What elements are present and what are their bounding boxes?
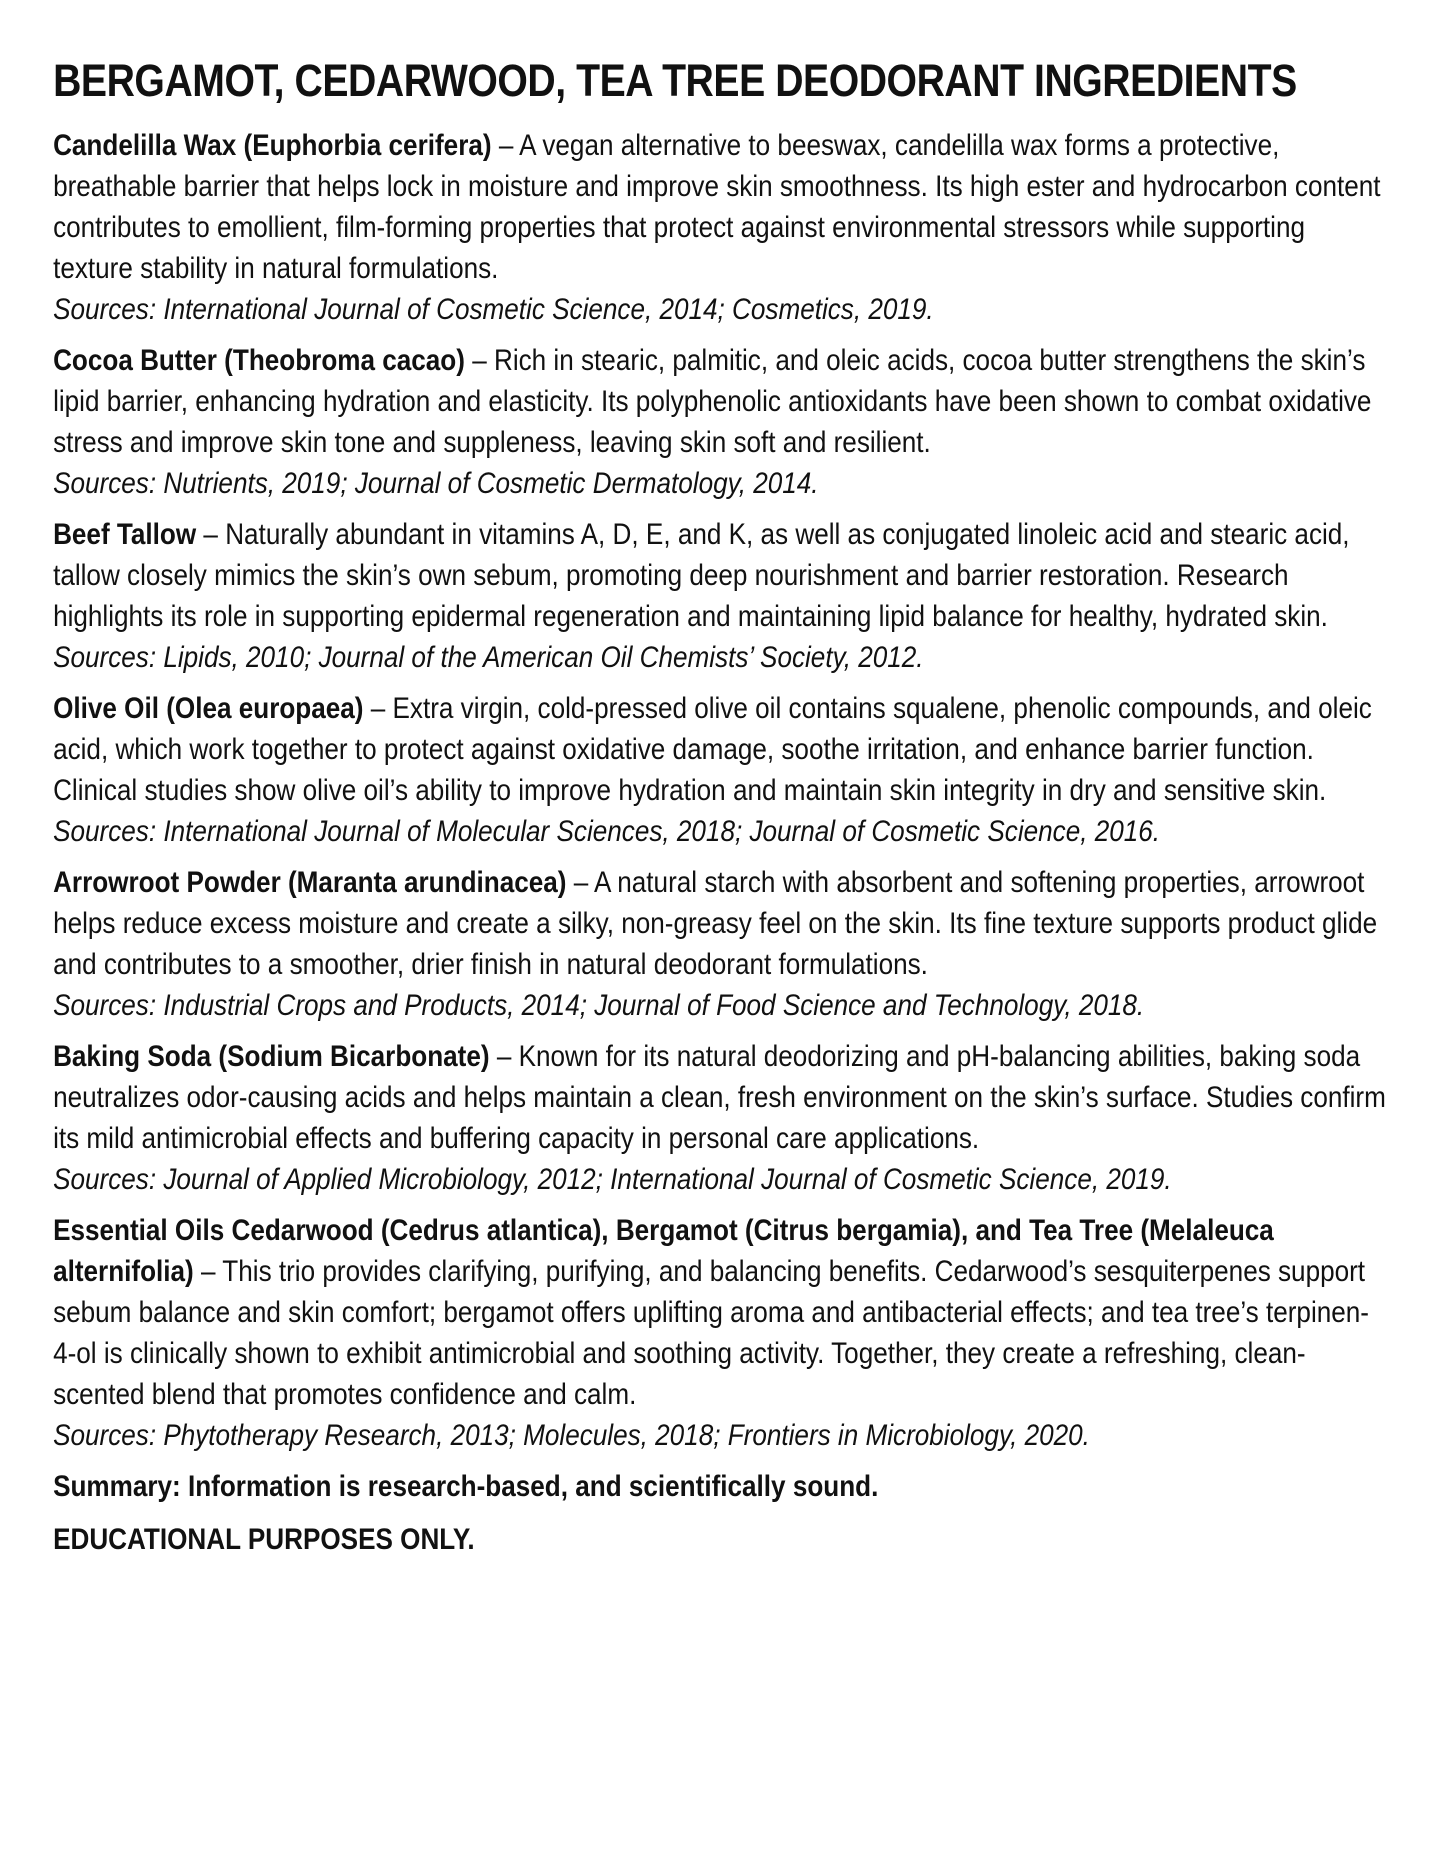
ingredient-description: – Rich in stearic, palmitic, and oleic acids, cocoa butter strengthens the skin’s lipid barrier, enhancing hydration and elasticity. Its polyphenolic antioxidants have been shown to combat oxidative stress and improve skin tone and suppleness, leaving skin soft and resilient. xyxy=(53,344,1372,459)
ingredient-name: Olive Oil (Olea europaea) xyxy=(53,692,364,725)
ingredient-description: – A natural starch with absorbent and softening properties, arrowroot helps reduce excess moisture and create a silky, non-greasy feel on the skin. Its fine texture supports product glide and contributes to a smoother, drier finish in natural deodorant formulations. xyxy=(53,866,1378,981)
ingredient-description: – A vegan alternative to beeswax, candelilla wax forms a protective, breathable barrier that helps lock in moisture and improve skin smoothness. Its high ester and hydrocarbon content contributes to emollient, film-forming properties that protect against environmental stressors while supporting texture stability in natural formulations. xyxy=(53,129,1381,285)
ingredient-name: Candelilla Wax (Euphorbia cerifera) xyxy=(53,129,492,162)
ingredient-name: Baking Soda (Sodium Bicarbonate) xyxy=(53,1040,490,1073)
ingredient-description: – Extra virgin, cold-pressed olive oil contains squalene, phenolic compounds, and oleic acid, which work together to protect against oxidative damage, soothe irritation, and enhance barrier function. Clinical studies show olive oil’s ability to improve hydration and maintain skin integrity in dry and sensitive skin. xyxy=(53,692,1372,807)
ingredient-paragraph xyxy=(53,688,1391,852)
ingredient-sources: Sources: Phytotherapy Research, 2013; Molecules, 2018; Frontiers in Microbiology, 2020. xyxy=(53,1419,1090,1452)
ingredient-sources: Sources: International Journal of Molecular Sciences, 2018; Journal of Cosmetic Science, 2016. xyxy=(53,815,1161,848)
ingredient-sources: Sources: Journal of Applied Microbiology, 2012; International Journal of Cosmetic Science, 2019. xyxy=(53,1163,1172,1196)
ingredient-paragraph xyxy=(53,862,1391,1026)
ingredient-paragraph xyxy=(53,1036,1391,1200)
ingredient-name: Essential Oils Cedarwood (Cedrus atlantica), Bergamot (Citrus bergamia), and Tea Tree (Melaleuca alternifolia) xyxy=(53,1214,1274,1288)
ingredient-name: Beef Tallow xyxy=(53,518,197,551)
summary-text: Summary: Information is research-based, and scientifically sound. xyxy=(53,1470,879,1503)
ingredient-paragraph xyxy=(53,125,1391,330)
ingredient-paragraph xyxy=(53,1210,1391,1456)
page-title: BERGAMOT, CEDARWOOD, TEA TREE DEODORANT INGREDIENTS xyxy=(53,55,1297,106)
ingredient-description: – Naturally abundant in vitamins A, D, E, and K, as well as conjugated linoleic acid and stearic acid, tallow closely mimics the skin’s own sebum, promoting deep nourishment and barrier restoration. Research highlights its role in supporting epidermal regeneration and maintaining lipid balance for healthy, hydrated skin. xyxy=(53,518,1350,633)
ingredient-paragraph xyxy=(53,514,1391,678)
ingredient-paragraph xyxy=(53,340,1391,504)
ingredient-name: Arrowroot Powder (Maranta arundinacea) xyxy=(53,866,567,899)
ingredient-description: – This trio provides clarifying, purifying, and balancing benefits. Cedarwood’s sesquiterpenes support sebum balance and skin comfort; bergamot offers uplifting aroma and antibacterial effects; and tea tree’s terpinen-4-ol is clinically shown to exhibit antimicrobial and soothing activity. Together, they create a refreshing, clean-scented blend that promotes confidence and calm. xyxy=(53,1255,1369,1411)
disclaimer-text: EDUCATIONAL PURPOSES ONLY. xyxy=(53,1523,475,1556)
ingredient-description: – Known for its natural deodorizing and pH-balancing abilities, baking soda neutralizes odor-causing acids and helps maintain a clean, fresh environment on the skin’s surface. Studies confirm its mild antimicrobial effects and buffering capacity in personal care applications. xyxy=(53,1040,1386,1155)
ingredient-sources: Sources: Nutrients, 2019; Journal of Cosmetic Dermatology, 2014. xyxy=(53,467,819,500)
ingredient-sources: Sources: International Journal of Cosmetic Science, 2014; Cosmetics, 2019. xyxy=(53,293,934,326)
ingredient-name: Cocoa Butter (Theobroma cacao) xyxy=(53,344,465,377)
ingredient-sources: Sources: Lipids, 2010; Journal of the American Oil Chemists’ Society, 2012. xyxy=(53,641,924,674)
ingredient-sources: Sources: Industrial Crops and Products, 2014; Journal of Food Science and Technology, 2018. xyxy=(53,989,1145,1022)
